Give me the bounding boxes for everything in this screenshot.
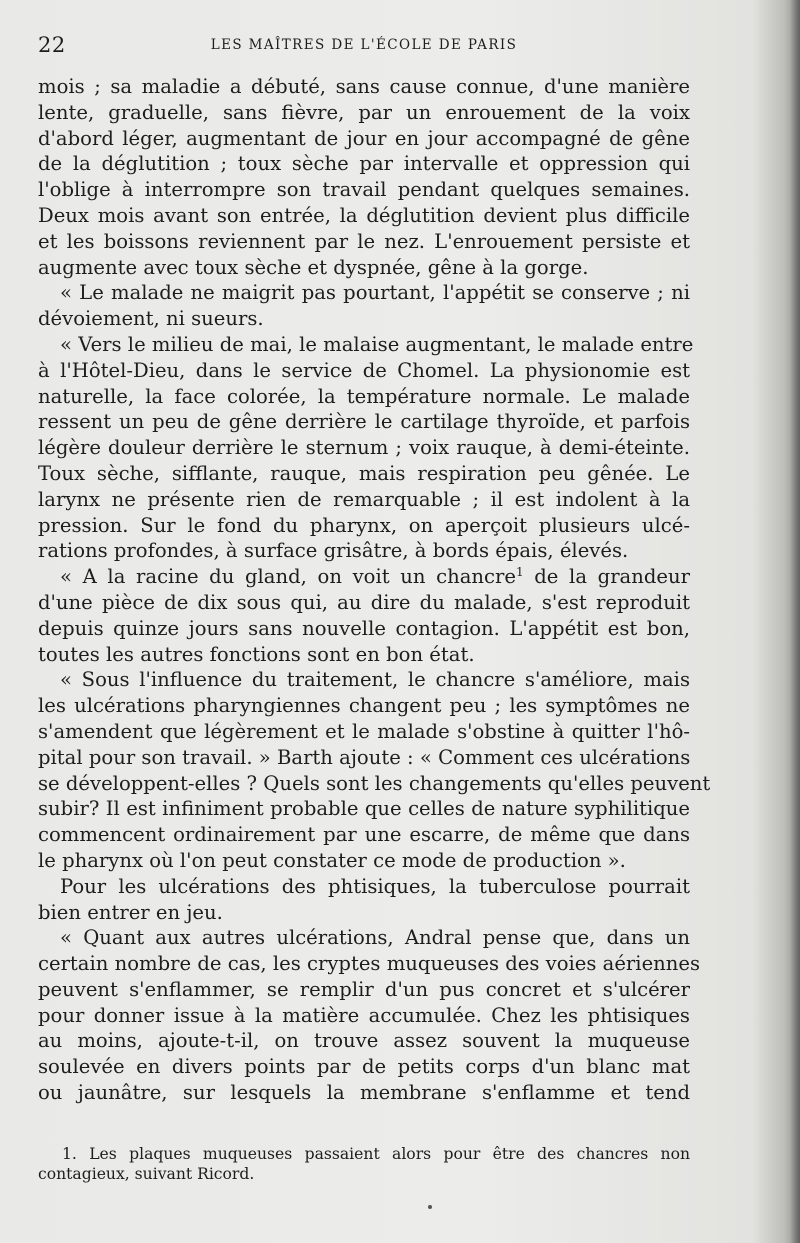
text-line: s'amendent que légèrement et le malade s'obstine à quitter l'hô- xyxy=(38,719,690,743)
line-segment: « A la racine du gland, on voit un chancre xyxy=(60,565,516,589)
text-line: ressent un peu de gêne derrière le cartilage thyroïde, et parfois xyxy=(38,410,690,434)
footnote-reference[interactable]: 1 xyxy=(515,565,524,580)
text-line: l'oblige à interrompre son travail pendant quelques semaines. xyxy=(38,178,690,202)
text-line: naturelle, la face colorée, la température normale. Le malade xyxy=(38,384,690,408)
text-line: de la déglutition ; toux sèche par intervalle et oppression qui xyxy=(38,152,690,176)
text-line: à l'Hôtel-Dieu, dans le service de Chomel. La physionomie est xyxy=(38,358,690,382)
text-line: « Vers le milieu de mai, le malaise augmentant, le malade entre xyxy=(60,332,694,356)
running-head: LES MAÎTRES DE L'ÉCOLE DE PARIS xyxy=(210,37,518,53)
footnote xyxy=(38,1144,690,1184)
text-line: peuvent s'enflammer, se remplir d'un pus concret et s'ulcérer xyxy=(38,977,690,1001)
text-line: mois ; sa maladie a débuté, sans cause connue, d'une manière xyxy=(38,75,690,98)
text-line: toutes les autres fonctions sont en bon état. xyxy=(38,642,475,666)
footnote-line: 1. Les plaques muqueuses passaient alors pour être des chancres non xyxy=(62,1145,690,1163)
text-line: légère douleur derrière le sternum ; voix rauque, à demi-éteinte. xyxy=(38,436,690,460)
text-line: pression. Sur le fond du pharynx, on aperçoit plusieurs ulcé- xyxy=(38,513,690,537)
text-line: dévoiement, ni sueurs. xyxy=(38,307,264,331)
text-line: Deux mois avant son entrée, la déglutition devient plus difficile xyxy=(38,203,690,227)
text-line: le pharynx où l'on peut constater ce mode de production ». xyxy=(38,848,626,872)
text-line: pour donner issue à la matière accumulée. Chez les phtisiques xyxy=(38,1003,690,1027)
text-line: les ulcérations pharyngiennes changent peu ; les symptômes ne xyxy=(38,694,690,718)
text-line: larynx ne présente rien de remarquable ; il est indolent à la xyxy=(38,487,690,511)
line-segment: de la grandeur xyxy=(534,565,690,589)
text-line: « Sous l'influence du traitement, le chancre s'améliore, mais xyxy=(60,668,690,692)
text-line: Toux sèche, sifflante, rauque, mais respiration peu gênée. Le xyxy=(38,461,690,485)
text-line: augmente avec toux sèche et dyspnée, gêne à la gorge. xyxy=(38,255,589,279)
text-line: et les boissons reviennent par le nez. L'enrouement persiste et xyxy=(38,229,690,253)
text-line-with-footnote-ref xyxy=(38,564,690,590)
text-line: « Quant aux autres ulcérations, Andral pense que, dans un xyxy=(60,926,690,950)
page-binding-shadow xyxy=(790,0,800,1243)
text-line: ou jaunâtre, sur lesquels la membrane s'enflamme et tend xyxy=(38,1081,690,1105)
text-line: « Le malade ne maigrit pas pourtant, l'appétit se conserve ; ni xyxy=(60,281,690,305)
body-text xyxy=(38,74,711,1106)
text-line: soulevée en divers points par de petits corps d'un blanc mat xyxy=(38,1055,690,1079)
text-line: pital pour son travail. » Barth ajoute : « Comment ces ulcérations xyxy=(38,745,691,769)
text-line: certain nombre de cas, les cryptes muqueuses des voies aériennes xyxy=(38,952,701,976)
text-line: rations profondes, à surface grisâtre, à bords épais, élevés. xyxy=(38,539,629,563)
text-line: subir? Il est infiniment probable que celles de nature syphilitique xyxy=(38,797,690,821)
paper-speck xyxy=(428,1205,432,1209)
text-line: se développent-elles ? Quels sont les changements qu'elles peuvent xyxy=(38,771,711,795)
text-line: lente, graduelle, sans fièvre, par un enrouement de la voix xyxy=(38,100,690,124)
text-line: Pour les ulcérations des phtisiques, la tuberculose pourrait xyxy=(60,874,690,898)
page-header xyxy=(38,33,690,59)
text-line: au moins, ajoute-t-il, on trouve assez souvent la muqueuse xyxy=(38,1029,690,1053)
page-number: 22 xyxy=(38,33,66,57)
text-line: depuis quinze jours sans nouvelle contagion. L'appétit est bon, xyxy=(38,616,690,640)
text-line: d'une pièce de dix sous qui, au dire du malade, s'est reproduit xyxy=(38,590,690,614)
text-line: d'abord léger, augmentant de jour en jour accompagné de gêne xyxy=(38,126,690,150)
text-line: commencent ordinairement par une escarre, de même que dans xyxy=(38,823,690,847)
footnote-line: contagieux, suivant Ricord. xyxy=(38,1165,255,1183)
text-line: bien entrer en jeu. xyxy=(38,900,223,924)
